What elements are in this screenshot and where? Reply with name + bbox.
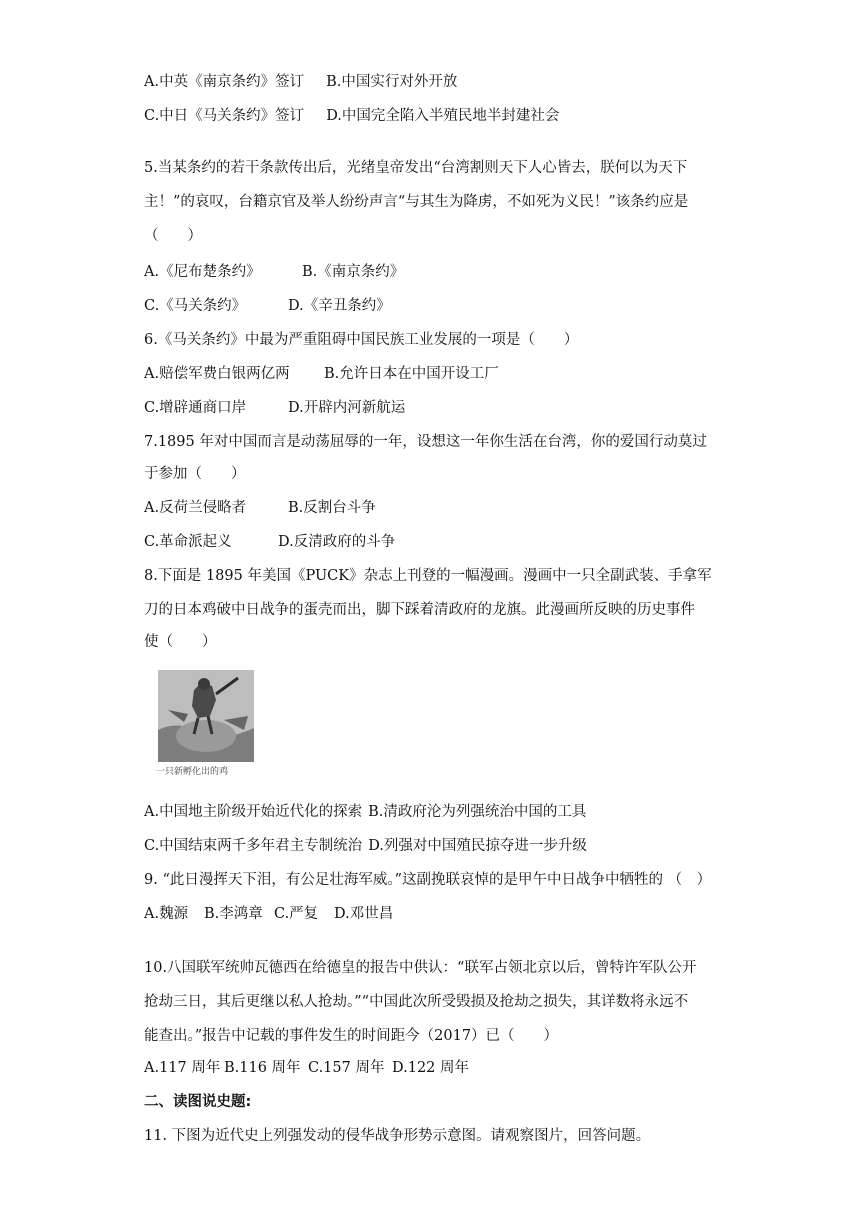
q9-option-b[interactable]: B.李鸿章: [204, 906, 263, 922]
q8-stem-line-2: 刀的日本鸡破中日战争的蛋壳而出，脚下踩着清政府的龙旗。此漫画所反映的历史事件: [144, 602, 695, 618]
puck-cartoon-figure: [156, 670, 256, 782]
q7-option-c[interactable]: C.革命派起义: [144, 534, 232, 550]
cartoon-caption: 一只新孵化出的鸡: [156, 767, 229, 777]
q7-stem-line-1: 7.1895 年对中国而言是动荡屈辱的一年，设想这一年你生活在台湾，你的爱国行动莫过: [144, 434, 707, 450]
q6-option-b[interactable]: B.允许日本在中国开设工厂: [324, 366, 499, 382]
q6-option-d[interactable]: D.开辟内河新航运: [288, 400, 406, 416]
q5-stem-line-3: （ ）: [144, 228, 202, 244]
q8-options-row-2: [144, 836, 724, 856]
q6-stem-line-1: 6.《马关条约》中最为严重阻碍中国民族工业发展的一项是（ ）: [144, 332, 579, 348]
q8-option-a[interactable]: A.中国地主阶级开始近代化的探索: [144, 804, 363, 820]
q10-option-b[interactable]: B.116 周年: [224, 1060, 301, 1076]
q5-stem-line-1: 5.当某条约的若干条款传出后，光绪皇帝发出“台湾割则天下人心皆去，朕何以为天下: [144, 160, 688, 176]
q4-option-a[interactable]: A.中英《南京条约》签订: [144, 74, 305, 90]
q7-option-a[interactable]: A.反荷兰侵略者: [144, 500, 247, 516]
q10-options-row: [144, 1058, 724, 1078]
q7-stem-line-2: 于参加（ ）: [144, 466, 246, 482]
q5-options-row-1: [144, 262, 724, 282]
q10-option-d[interactable]: D.122 周年: [392, 1060, 470, 1076]
q8-stem-line-3: 使（ ）: [144, 634, 217, 650]
q8-option-c[interactable]: C.中国结束两千多年君主专制统治: [144, 838, 363, 854]
q5-option-a[interactable]: A.《尼布楚条约》: [144, 264, 261, 280]
q7-option-d[interactable]: D.反清政府的斗争: [278, 534, 396, 550]
q4-option-c[interactable]: C.中日《马关条约》签订: [144, 108, 305, 124]
q10-stem-line-1: 10.八国联军统帅瓦德西在给德皇的报告中供认：“联军占领北京以后，曾特许军队公开: [144, 960, 697, 976]
q5-stem-line-2: 主！”的哀叹，台籍京官及举人纷纷声言“与其生为降虏，不如死为义民！”该条约应是: [144, 194, 689, 210]
cartoon-illustration: [158, 670, 254, 762]
q7-options-row-2: [144, 532, 724, 552]
q5-option-c[interactable]: C.《马关条约》: [144, 298, 247, 314]
q10-stem-line-2: 抢劫三日，其后更继以私人抢劫。”“中国此次所受毁损及抢劫之损失，其详数将永远不: [144, 994, 689, 1010]
q5-option-d[interactable]: D.《辛丑条约》: [288, 298, 391, 314]
q8-stem-line-1: 8.下面是 1895 年美国《PUCK》杂志上刊登的一幅漫画。漫画中一只全副武装、手拿军: [144, 568, 712, 584]
q8-option-d[interactable]: D.列强对中国殖民掠夺进一步升级: [368, 838, 587, 854]
q11-stem-line-1: 11. 下图为近代史上列强发动的侵华战争形势示意图。请观察图片，回答问题。: [144, 1128, 651, 1144]
q10-option-a[interactable]: A.117 周年: [144, 1060, 221, 1076]
q6-options-row-1: [144, 364, 724, 384]
q4-options-row-1: [144, 72, 724, 92]
section-2-heading: 二、读图说史题:: [144, 1094, 252, 1110]
q9-options-row: [144, 904, 724, 924]
q9-option-d[interactable]: D.邓世昌: [334, 906, 394, 922]
q8-options-row-1: [144, 802, 724, 822]
q5-options-row-2: [144, 296, 724, 316]
q10-option-c[interactable]: C.157 周年: [308, 1060, 385, 1076]
q4-option-d[interactable]: D.中国完全陷入半殖民地半封建社会: [326, 108, 560, 124]
q9-stem-line-1: 9. “此日漫挥天下泪，有公足壮海军威。”这副挽联哀悼的是甲午中日战争中牺牲的 （ ）: [144, 872, 712, 888]
q4-option-b[interactable]: B.中国实行对外开放: [326, 74, 458, 90]
q6-option-c[interactable]: C.增辟通商口岸: [144, 400, 247, 416]
q7-option-b[interactable]: B.反割台斗争: [288, 500, 376, 516]
q4-options-row-2: [144, 106, 724, 126]
q10-stem-line-3: 能查出。”报告中记载的事件发生的时间距今（2017）已（ ）: [144, 1028, 559, 1044]
puck-cartoon-image: [158, 670, 254, 762]
q5-option-b[interactable]: B.《南京条约》: [302, 264, 405, 280]
q9-option-c[interactable]: C.严复: [274, 906, 319, 922]
q7-options-row-1: [144, 498, 724, 518]
q6-option-a[interactable]: A.赔偿军费白银两亿两: [144, 366, 290, 382]
q6-options-row-2: [144, 398, 724, 418]
q9-option-a[interactable]: A.魏源: [144, 906, 189, 922]
q8-option-b[interactable]: B.清政府沦为列强统治中国的工具: [368, 804, 587, 820]
